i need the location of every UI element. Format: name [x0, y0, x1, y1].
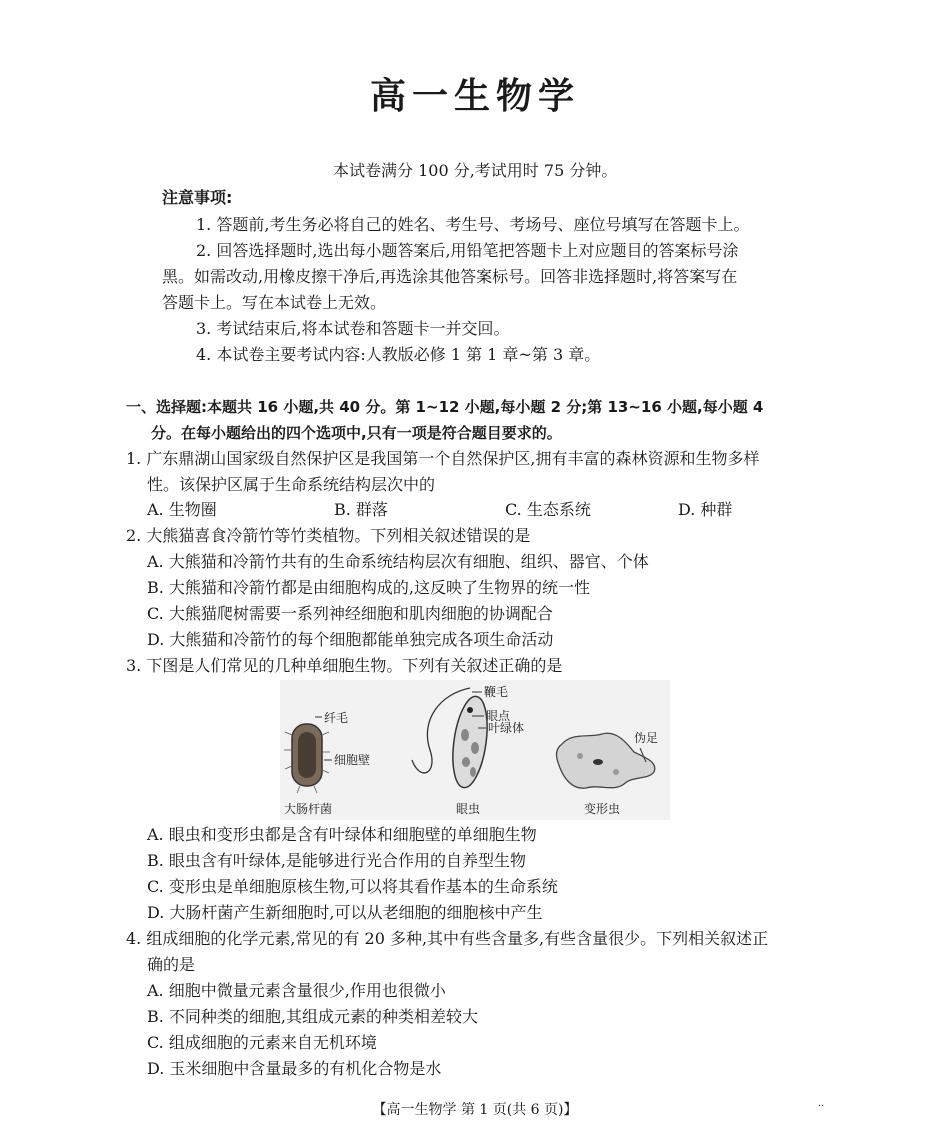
question-3-option-b: B. 眼虫含有叶绿体,是能够进行光合作用的自养型生物 [147, 851, 527, 870]
question-2-option-b: B. 大熊猫和冷箭竹都是由细胞构成的,这反映了生物界的统一性 [147, 578, 591, 597]
question-3-stem: 3. 下图是人们常见的几种单细胞生物。下列有关叙述正确的是 [126, 656, 563, 675]
label-flagellum: 鞭毛 [484, 685, 509, 699]
label-chloroplast: 叶绿体 [488, 721, 525, 735]
question-4-option-c: C. 组成细胞的元素来自无机环境 [147, 1033, 377, 1052]
exam-intro: 本试卷满分 100 分,考试用时 75 分钟。 [333, 161, 618, 180]
notice-line: 1. 答题前,考生务必将自己的姓名、考生号、考场号、座位号填写在答题卡上。 [196, 215, 750, 234]
question-3-option-c: C. 变形虫是单细胞原核生物,可以将其看作基本的生命系统 [147, 877, 558, 896]
notice-line: 答题卡上。写在本试卷上无效。 [162, 293, 387, 312]
question-1-option-b: B. 群落 [334, 500, 388, 519]
label-eyespot: 眼点 [486, 709, 511, 723]
question-2-option-a: A. 大熊猫和冷箭竹共有的生命系统结构层次有细胞、组织、器官、个体 [147, 552, 649, 571]
section-heading: 一、选择题:本题共 16 小题,共 40 分。第 1~12 小题,每小题 2 分;第 13~16 小题,每小题 4 [126, 398, 764, 416]
question-3-option-a: A. 眼虫和变形虫都是含有叶绿体和细胞壁的单细胞生物 [147, 825, 537, 844]
question-4-stem: 4. 组成细胞的化学元素,常见的有 20 多种,其中有些含量多,有些含量很少。下列相关叙述正 [126, 929, 769, 948]
question-2-option-d: D. 大熊猫和冷箭竹的每个细胞都能单独完成各项生命活动 [147, 630, 554, 649]
ecoli-name: 大肠杆菌 [284, 802, 333, 816]
amoeba-name: 变形虫 [584, 802, 621, 816]
page-footer: 【高一生物学 第 1 页(共 6 页)】 [372, 1102, 578, 1118]
corner-mark: .. [818, 1098, 825, 1109]
notice-line: 黑。如需改动,用橡皮擦干净后,再选涂其他答案标号。回答非选择题时,将答案写在 [162, 267, 738, 286]
notice-line: 4. 本试卷主要考试内容:人教版必修 1 第 1 章~第 3 章。 [196, 345, 601, 364]
notice-heading: 注意事项: [162, 188, 233, 207]
notice-line: 3. 考试结束后,将本试卷和答题卡一并交回。 [196, 319, 510, 338]
question-4-option-b: B. 不同种类的细胞,其组成元素的种类相差较大 [147, 1007, 479, 1026]
question-3-option-d: D. 大肠杆菌产生新细胞时,可以从老细胞的细胞核中产生 [147, 903, 543, 922]
question-1-option-a: A. 生物圈 [147, 500, 217, 519]
question-4-option-a: A. 细胞中微量元素含量很少,作用也很微小 [147, 981, 446, 1000]
label-cell-wall: 细胞壁 [334, 753, 371, 767]
question-1-stem-cont: 性。该保护区属于生命系统结构层次中的 [147, 475, 436, 494]
question-1-option-d: D. 种群 [678, 500, 733, 519]
label-pseudopod: 伪足 [634, 731, 659, 745]
question-1-stem: 1. 广东鼎湖山国家级自然保护区是我国第一个自然保护区,拥有丰富的森林资源和生物多样 [126, 449, 760, 468]
question-2-stem: 2. 大熊猫喜食冷箭竹等竹类植物。下列相关叙述错误的是 [126, 526, 531, 545]
question-1-option-c: C. 生态系统 [505, 500, 591, 519]
notice-line: 2. 回答选择题时,选出每小题答案后,用铅笔把答题卡上对应题目的答案标号涂 [196, 241, 739, 260]
label-cilia: 纤毛 [324, 711, 349, 725]
question-4-stem-cont: 确的是 [147, 955, 196, 974]
single-cell-organisms-figure [280, 680, 670, 820]
question-2-option-c: C. 大熊猫爬树需要一系列神经细胞和肌肉细胞的协调配合 [147, 604, 553, 623]
question-4-option-d: D. 玉米细胞中含量最多的有机化合物是水 [147, 1059, 442, 1078]
section-heading-cont: 分。在每小题给出的四个选项中,只有一项是符合题目要求的。 [151, 424, 562, 442]
euglena-name: 眼虫 [456, 802, 481, 816]
page-title: 高一生物学 [369, 76, 580, 117]
